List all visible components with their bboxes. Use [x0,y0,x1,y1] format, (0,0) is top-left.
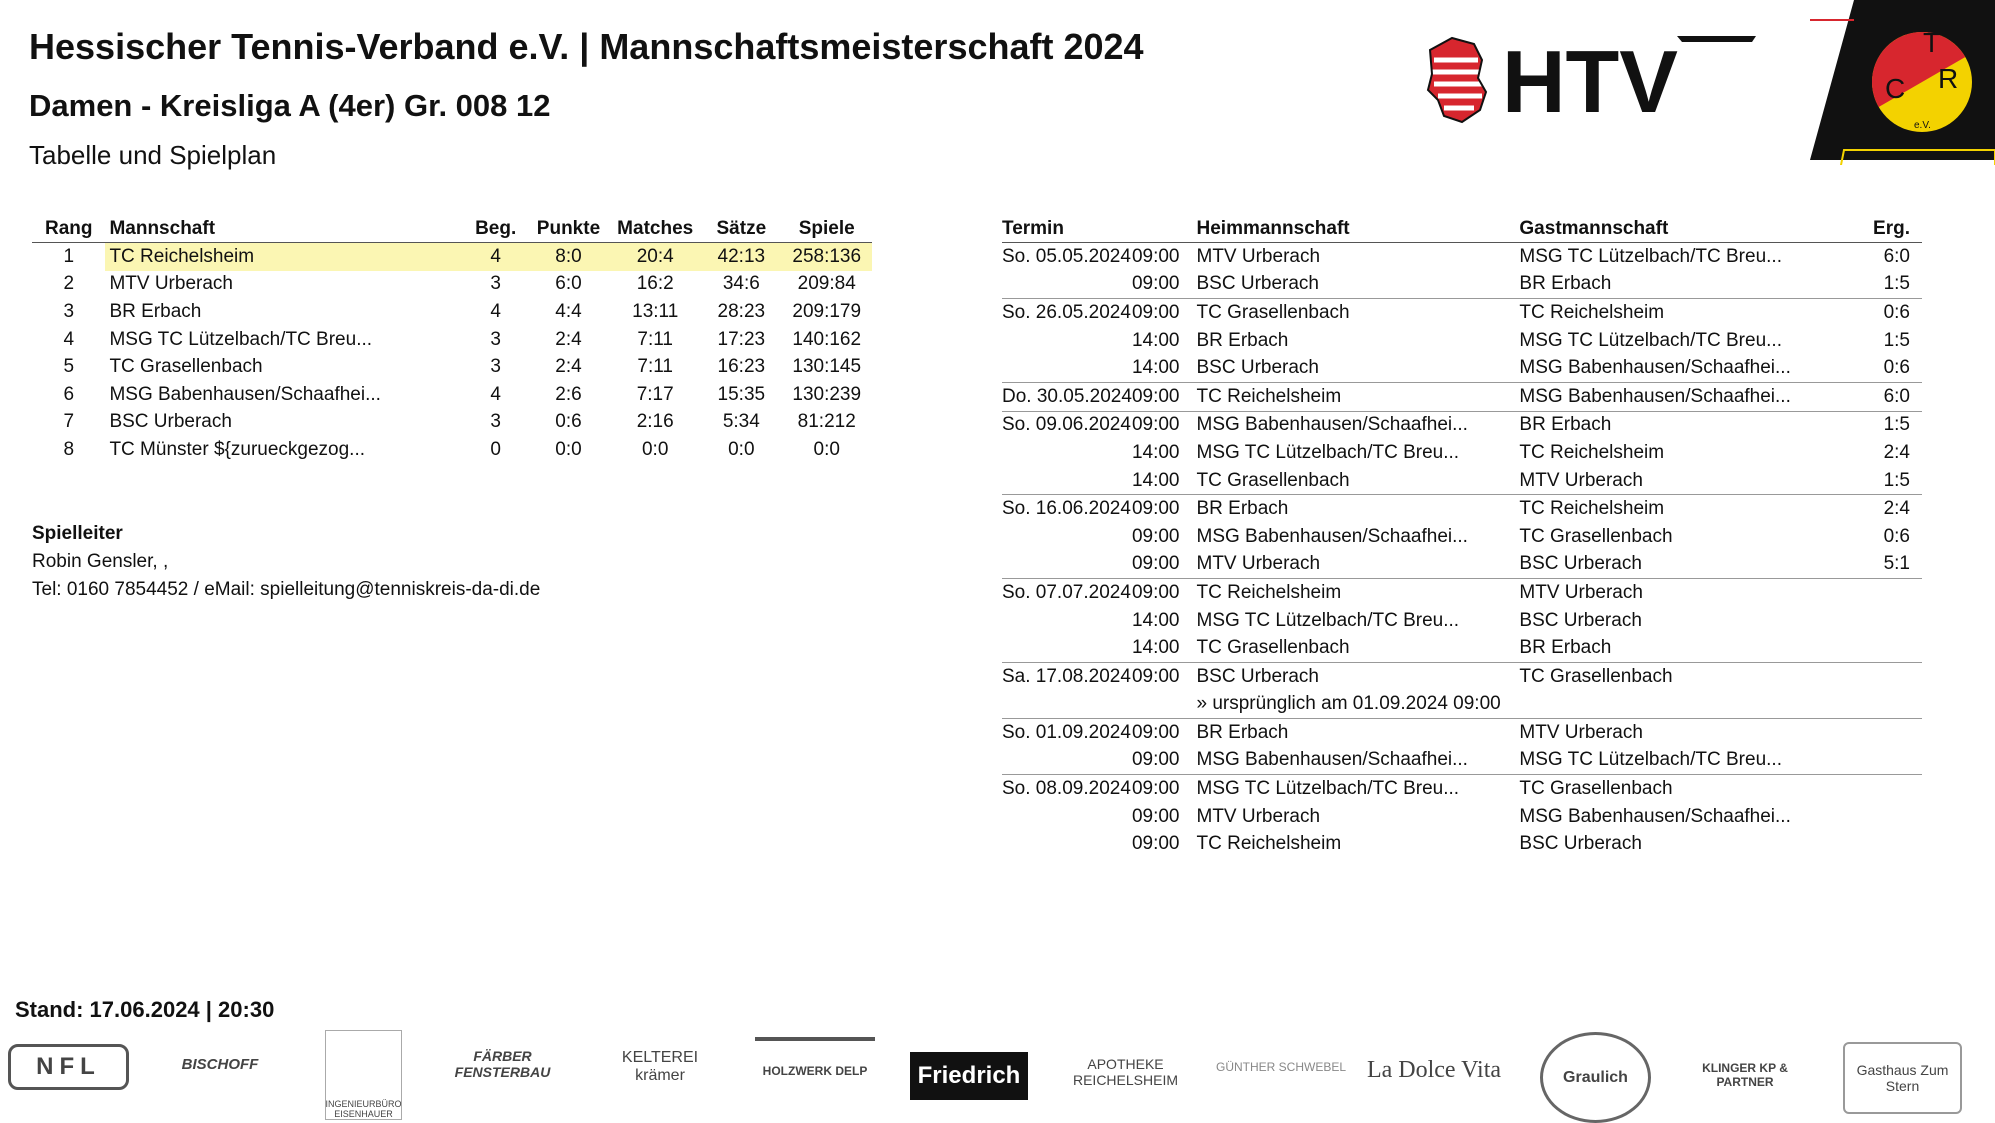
home-team[interactable]: TC Grasellenbach [1196,469,1350,491]
col-punkte: Punkte [528,215,609,243]
match-time: 09:00 [1131,805,1180,827]
schedule-row [1002,467,1922,495]
match-result [1849,634,1922,662]
home-team[interactable]: MSG TC Lützelbach/TC Breu... [1197,775,1520,803]
match-time: 14:00 [1131,637,1180,659]
standings-cell-spiele: 130:239 [792,383,862,405]
match-date [1002,467,1132,495]
match-result: 5:1 [1883,553,1910,575]
match-time: 09:00 [1131,273,1180,295]
standings-cell-matches: 20:4 [609,243,701,271]
schedule-row [1002,354,1922,382]
standings-cell-sätze: 15:35 [717,383,766,405]
col-saetze: Sätze [701,215,781,243]
standings-cell-rang: 3 [63,300,75,322]
match-time: 09:00 [1132,719,1197,747]
standings-cell-sätze: 28:23 [717,300,766,322]
match-result [1849,691,1922,719]
guest-team[interactable]: BR Erbach [1519,273,1612,295]
schedule-row [1002,634,1922,662]
guest-team[interactable]: MSG TC Lützelbach/TC Breu... [1519,749,1782,771]
home-team[interactable]: TC Reichelsheim [1196,833,1342,855]
home-team[interactable]: MTV Urberach [1196,245,1321,267]
guest-team[interactable]: BSC Urberach [1519,833,1642,855]
standings-row [32,298,872,326]
match-result [1849,775,1922,803]
sponsor-logo[interactable]: APOTHEKE REICHELSHEIM [1072,1056,1179,1088]
col-erg: Erg. [1849,215,1922,243]
schedule-row [1002,411,1922,439]
standings-cell-beg: 3 [490,273,501,295]
schedule-header-row [1002,215,1922,243]
match-time: 09:00 [1132,579,1197,607]
guest-team[interactable]: MTV Urberach [1519,719,1849,747]
match-time: 09:00 [1132,411,1197,439]
standings-cell-matches: 2:16 [636,411,674,433]
match-date: So. 09.06.2024 [1002,411,1132,439]
schedule-row [1002,662,1922,690]
home-team[interactable]: MTV Urberach [1196,805,1321,827]
schedule-row [1002,719,1922,747]
standings-cell-spiele: 209:84 [797,273,856,295]
standings-cell-sätze: 42:13 [701,243,781,271]
guest-team[interactable]: BR Erbach [1519,411,1849,439]
match-date [1002,327,1132,355]
match-date: So. 16.06.2024 [1002,495,1132,523]
match-time: 09:00 [1131,525,1180,547]
match-result: 1:5 [1883,469,1910,491]
standings-header-row [32,215,872,243]
schedule-row [1002,579,1922,607]
guest-team[interactable]: TC Grasellenbach [1519,525,1673,547]
stand-timestamp: Stand: 17.06.2024 | 20:30 [15,997,275,1022]
spielleiter-block [32,520,540,604]
standings-cell-matches: 13:11 [632,300,679,322]
match-result: 0:6 [1883,357,1910,379]
home-team[interactable]: MTV Urberach [1196,553,1321,575]
home-team[interactable]: » ursprünglich am 01.09.2024 09:00 [1196,693,1501,715]
schedule-row [1002,551,1922,579]
standings-cell-sätze: 17:23 [717,328,766,350]
match-date [1002,551,1132,579]
standings-cell-matches: 0:0 [641,438,669,460]
standings-cell-beg: 3 [490,328,501,350]
home-team[interactable]: TC Grasellenbach [1196,637,1350,659]
standings-cell-beg: 4 [464,243,528,271]
standings-cell-matches: 7:11 [637,328,673,350]
schedule-row [1002,243,1922,271]
match-result: 1:5 [1883,273,1910,295]
schedule-row [1002,775,1922,803]
match-date [1002,830,1132,858]
standings-cell-matches: 7:11 [637,356,673,378]
match-time: 09:00 [1132,662,1197,690]
match-result [1849,662,1922,690]
col-spiele: Spiele [781,215,872,243]
sponsor-logo[interactable]: FÄRBER FENSTERBAU [454,1048,551,1080]
sponsor-logo[interactable]: Gasthaus Zum Stern [1843,1042,1962,1114]
standings-cell-mannschaft[interactable]: TC Grasellenbach [109,356,263,378]
standings-cell-punkte: 2:4 [555,328,582,350]
match-result: 1:5 [1883,329,1910,351]
standings-row [32,326,872,354]
match-date: Sa. 17.08.2024 [1002,662,1132,690]
standings-cell-spiele: 209:179 [792,300,862,322]
standings-cell-punkte: 2:4 [555,356,582,378]
standings-cell-beg: 4 [490,383,501,405]
spielleiter-heading: Spielleiter [32,523,123,544]
guest-team[interactable]: MSG Babenhausen/Schaafhei... [1519,357,1791,379]
standings-cell-beg: 3 [490,411,501,433]
standings-cell-beg: 4 [490,300,501,322]
match-date [1002,803,1132,831]
standings-cell-mannschaft[interactable]: TC Reichelsheim [105,243,463,271]
standings-cell-punkte: 6:0 [555,273,582,295]
sponsor-logo[interactable]: NFL [8,1044,129,1090]
match-date [1002,607,1132,635]
standings-cell-mannschaft[interactable]: MSG TC Lützelbach/TC Breu... [109,328,373,350]
standings-cell-punkte: 0:0 [555,438,582,460]
match-result: 2:4 [1883,441,1910,463]
standings-cell-rang: 6 [63,383,75,405]
home-team[interactable]: MSG TC Lützelbach/TC Breu... [1196,609,1460,631]
sponsor-logo[interactable]: GÜNTHER SCHWEBEL [1216,1060,1347,1074]
standings-cell-mannschaft[interactable]: BSC Urberach [109,411,232,433]
home-team[interactable]: BR Erbach [1197,719,1520,747]
standings-cell-punkte: 0:6 [555,411,582,433]
standings-cell-rang: 5 [63,356,75,378]
schedule-row [1002,299,1922,327]
standings-row [32,381,872,409]
svg-text:e.V.: e.V. [1914,120,1931,131]
match-result: 0:6 [1849,299,1922,327]
match-result: 0:6 [1883,525,1910,547]
league-subtitle: Damen - Kreisliga A (4er) Gr. 008 12 [29,88,551,123]
section-subtitle: Tabelle und Spielplan [29,140,277,170]
standings-cell-spiele: 0:0 [813,438,840,460]
standings-cell-spiele: 130:145 [792,356,862,378]
standings-row [32,436,872,464]
schedule-row [1002,523,1922,551]
match-time: 09:00 [1132,775,1197,803]
page-title: Hessischer Tennis-Verband e.V. | Mannschaftsmeisterschaft 2024 [29,26,1144,67]
svg-text:T: T [1923,27,1941,58]
home-team[interactable]: TC Grasellenbach [1197,299,1520,327]
standings-cell-mannschaft[interactable]: BR Erbach [109,300,202,322]
sponsor-logo[interactable]: La Dolce Vita [1366,1056,1502,1083]
guest-team[interactable]: BSC Urberach [1519,553,1642,575]
standings-cell-rang: 2 [63,273,75,295]
svg-text:C: C [1885,73,1906,104]
guest-team[interactable]: MSG Babenhausen/Schaafhei... [1519,382,1849,411]
svg-text:R: R [1938,63,1959,94]
match-time: 09:00 [1132,299,1197,327]
match-date: So. 26.05.2024 [1002,299,1132,327]
spielleiter-contact[interactable]: Tel: 0160 7854452 / eMail: spielleitung@tenniskreis-da-di.de [32,579,541,600]
standings-cell-mannschaft[interactable]: MTV Urberach [109,273,233,295]
home-team[interactable]: BSC Urberach [1196,357,1319,379]
sponsor-logo[interactable]: Friedrich [910,1052,1028,1100]
guest-team[interactable]: MSG TC Lützelbach/TC Breu... [1519,329,1782,351]
match-date [1002,634,1132,662]
col-termin: Termin [1002,215,1197,243]
standings-cell-mannschaft[interactable]: TC Münster ${zurueckgezog... [109,438,366,460]
home-team[interactable]: BSC Urberach [1196,273,1319,295]
standings-cell-rang: 4 [63,328,75,350]
match-result: 6:0 [1849,382,1922,411]
standings-cell-sätze: 16:23 [717,356,766,378]
match-date [1002,523,1132,551]
standings-cell-mannschaft[interactable]: MSG Babenhausen/Schaafhei... [109,383,381,405]
standings-cell-punkte: 4:4 [555,300,582,322]
standings-cell-punkte: 2:6 [555,383,582,405]
home-team[interactable]: MSG TC Lützelbach/TC Breu... [1196,441,1460,463]
match-date [1002,691,1132,719]
match-time: 14:00 [1131,469,1180,491]
match-date [1002,747,1132,775]
match-date: So. 07.07.2024 [1002,579,1132,607]
guest-team[interactable]: BSC Urberach [1519,609,1642,631]
home-team[interactable]: BR Erbach [1196,329,1289,351]
schedule-row [1002,495,1922,523]
guest-team[interactable]: TC Reichelsheim [1519,299,1849,327]
match-result [1849,719,1922,747]
guest-team[interactable]: BR Erbach [1519,637,1612,659]
match-date: So. 08.09.2024 [1002,775,1132,803]
htv-logo-text: HTV [1502,32,1678,130]
guest-team[interactable]: MTV Urberach [1519,469,1643,491]
match-time [1132,691,1197,719]
lion-icon [1428,38,1486,122]
schedule-row [1002,327,1922,355]
htv-logo [1422,30,1762,130]
guest-team[interactable]: TC Grasellenbach [1519,775,1849,803]
guest-team[interactable]: MSG Babenhausen/Schaafhei... [1519,805,1791,827]
sponsor-logo[interactable]: HOLZWERK DELP [755,1037,875,1101]
spielleiter-name: Robin Gensler, , [32,551,169,572]
sponsor-logo[interactable]: KLINGER KP & PARTNER [1702,1061,1788,1089]
match-time: 09:00 [1132,495,1197,523]
match-date [1002,439,1132,467]
sponsor-logo[interactable]: Graulich [1540,1032,1651,1123]
standings-row [32,243,872,271]
standings-cell-rang: 8 [63,438,75,460]
guest-team[interactable]: TC Grasellenbach [1519,662,1849,690]
schedule-row [1002,382,1922,411]
match-time: 09:00 [1131,245,1180,267]
standings-cell-rang: 7 [63,411,75,433]
col-matches: Matches [609,215,701,243]
match-result: 1:5 [1849,411,1922,439]
home-team[interactable]: MSG Babenhausen/Schaafhei... [1196,525,1468,547]
match-result [1849,803,1922,831]
guest-team[interactable]: TC Reichelsheim [1519,495,1849,523]
home-team[interactable]: MSG Babenhausen/Schaafhei... [1197,411,1520,439]
schedule-row [1002,747,1922,775]
standings-cell-punkte: 8:0 [528,243,609,271]
guest-team[interactable]: TC Reichelsheim [1519,441,1665,463]
schedule-row [1002,271,1922,299]
standings-table [32,215,872,464]
schedule-table [1002,215,1922,858]
standings-cell-spiele: 140:162 [792,328,862,350]
home-team[interactable]: BR Erbach [1197,495,1520,523]
standings-cell-spiele: 258:136 [781,243,872,271]
standings-cell-rang: 1 [63,245,75,267]
match-result [1849,607,1922,635]
standings-row [32,353,872,381]
match-result [1849,747,1922,775]
home-team[interactable]: TC Reichelsheim [1197,579,1520,607]
sponsor-bar [0,1022,1995,1122]
standings-cell-beg: 0 [490,438,501,460]
match-time: 09:00 [1131,833,1180,855]
match-time: 14:00 [1131,357,1180,379]
match-time: 09:00 [1131,749,1180,771]
match-time: 14:00 [1131,329,1180,351]
match-result [1849,830,1922,858]
match-result: 2:4 [1849,495,1922,523]
match-time: 09:00 [1131,553,1180,575]
match-time: 14:00 [1131,441,1180,463]
col-mannschaft: Mannschaft [105,215,463,243]
match-result [1849,579,1922,607]
sponsor-logo[interactable]: INGENIEURBÜRO EISENHAUER [325,1030,402,1120]
match-time: 14:00 [1131,609,1180,631]
match-date: So. 01.09.2024 [1002,719,1132,747]
match-time: 09:00 [1132,382,1197,411]
standings-row [32,409,872,437]
standings-cell-matches: 16:2 [636,273,674,295]
schedule-row [1002,607,1922,635]
guest-team[interactable] [1519,691,1849,719]
guest-team[interactable]: MTV Urberach [1519,579,1849,607]
standings-cell-sätze: 0:0 [728,438,755,460]
match-date: So. 05.05.2024 [1002,245,1131,267]
standings-cell-beg: 3 [490,356,501,378]
schedule-row [1002,830,1922,858]
col-heimmannschaft: Heimmannschaft [1197,215,1520,243]
match-date: Do. 30.05.2024 [1002,382,1132,411]
standings-row [32,271,872,299]
standings-cell-spiele: 81:212 [797,411,856,433]
home-team[interactable]: BSC Urberach [1197,662,1520,690]
home-team[interactable]: MSG Babenhausen/Schaafhei... [1196,749,1468,771]
home-team[interactable]: TC Reichelsheim [1197,382,1520,411]
schedule-row [1002,439,1922,467]
standings-cell-sätze: 5:34 [722,411,760,433]
col-rang: Rang [32,215,105,243]
match-result: 6:0 [1883,245,1910,267]
standings-cell-sätze: 34:6 [722,273,760,295]
club-logo [1810,0,1995,165]
col-beg: Beg. [464,215,528,243]
schedule-row [1002,691,1922,719]
guest-team[interactable]: MSG TC Lützelbach/TC Breu... [1519,245,1782,267]
col-gastmannschaft: Gastmannschaft [1519,215,1849,243]
sponsor-logo[interactable]: BISCHOFF [181,1055,259,1073]
match-date [1002,271,1132,299]
match-date [1002,354,1132,382]
schedule-row [1002,803,1922,831]
standings-cell-matches: 7:17 [636,383,674,405]
sponsor-logo[interactable]: KELTEREI krämer [621,1049,699,1084]
